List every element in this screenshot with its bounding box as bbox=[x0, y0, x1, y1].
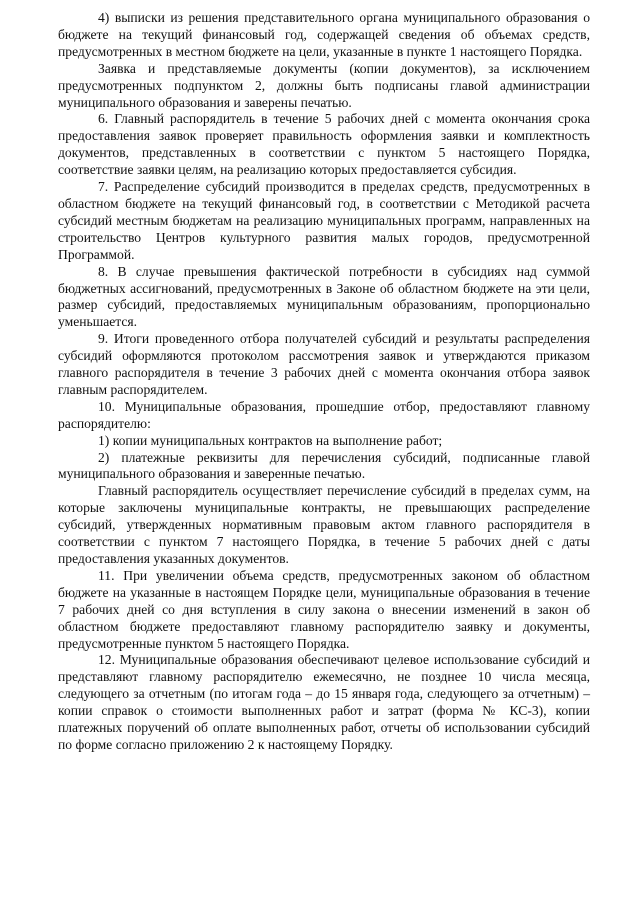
paragraph-9: 9. Итоги проведенного отбора получателей субсидий и результаты распределения субсидий оформляются протоколом рассмотрения заявок и утверждаются приказом главного распорядителя в течение 3 рабочих дней с момента окончания отбора заявок главным распорядителем. bbox=[58, 331, 590, 397]
paragraph-transfer-of-subsidies: Главный распорядитель осуществляет перечисление субсидий в пределах сумм, на которые заключены муниципальные контракты, не превышающих распределение субсидий, утвержденных нормативным правовым актом главного распорядителя в соответствии с пунктом 7 настоящего Порядка, в течение 5 рабочих дней с даты предоставления указанных документов. bbox=[58, 483, 590, 566]
paragraph-12: 12. Муниципальные образования обеспечивают целевое использование субсидий и представляют главному распорядителю ежемесячно, не позднее 10 числа месяца, следующего за отчетным (по итогам года – до 15 января года, следующего за отчетным) – копии справок о стоимости выполненных работ и затрат (форма № КС-3), копии платежных поручений об оплате выполненных работ, отчеты об использовании субсидий по форме согласно приложению 2 к настоящему Порядку. bbox=[58, 652, 590, 752]
paragraph-6: 6. Главный распорядитель в течение 5 рабочих дней с момента окончания срока предоставления заявок проверяет правильность оформления заявки и комплектность документов, представленных в соответствии с пунктом 5 настоящего Порядка, соответствие заявки целям, на реализацию которых предоставляется субсидия. bbox=[58, 111, 590, 178]
paragraph-11: 11. При увеличении объема средств, предусмотренных законом об областном бюджете на указанные в настоящем Порядке цели, муниципальные образования в течение 7 рабочих дней со дня вступления в силу закона о внесении изменений в закон об областном бюджете предоставляют главному распорядителю заявку и документы, предусмотренные пунктом 5 настоящего Порядка. bbox=[58, 567, 590, 651]
paragraph-10: 10. Муниципальные образования, прошедшие отбор, предоставляют главному распорядителю: bbox=[58, 398, 590, 431]
paragraph-item-4: 4) выписки из решения представительного органа муниципального образования о бюджете на текущий финансовый год, содержащей сведения об объемах средств, предусмотренных в местном бюджете на цели, указанные в пункте 1 настоящего Порядка. bbox=[58, 10, 590, 59]
paragraph-10-item-2: 2) платежные реквизиты для перечисления субсидий, подписанные главой муниципального образования и заверенные печатью. bbox=[58, 449, 590, 482]
paragraph-8: 8. В случае превышения фактической потребности в субсидиях над суммой бюджетных ассигнований, предусмотренных в Законе об областном бюджете на эти цели, размер субсидий, предоставляемых муниципальным образованиям, пропорционально уменьшается. bbox=[58, 263, 590, 330]
paragraph-10-item-1: 1) копии муниципальных контрактов на выполнение работ; bbox=[98, 432, 443, 448]
paragraph-signature-requirement: Заявка и представляемые документы (копии документов), за исключением предусмотренных подпунктом 2, должны быть подписаны главой администрации муниципального образования и заверены печатью. bbox=[58, 60, 590, 110]
paragraph-7: 7. Распределение субсидий производится в пределах средств, предусмотренных в областном бюджете на текущий финансовый год, в соответствии с Методикой расчета субсидий местным бюджетам на реализацию муниципальных программ, направленных на строительство Центров культурного развития малых городов, предусмотренной Программой. bbox=[58, 179, 590, 262]
